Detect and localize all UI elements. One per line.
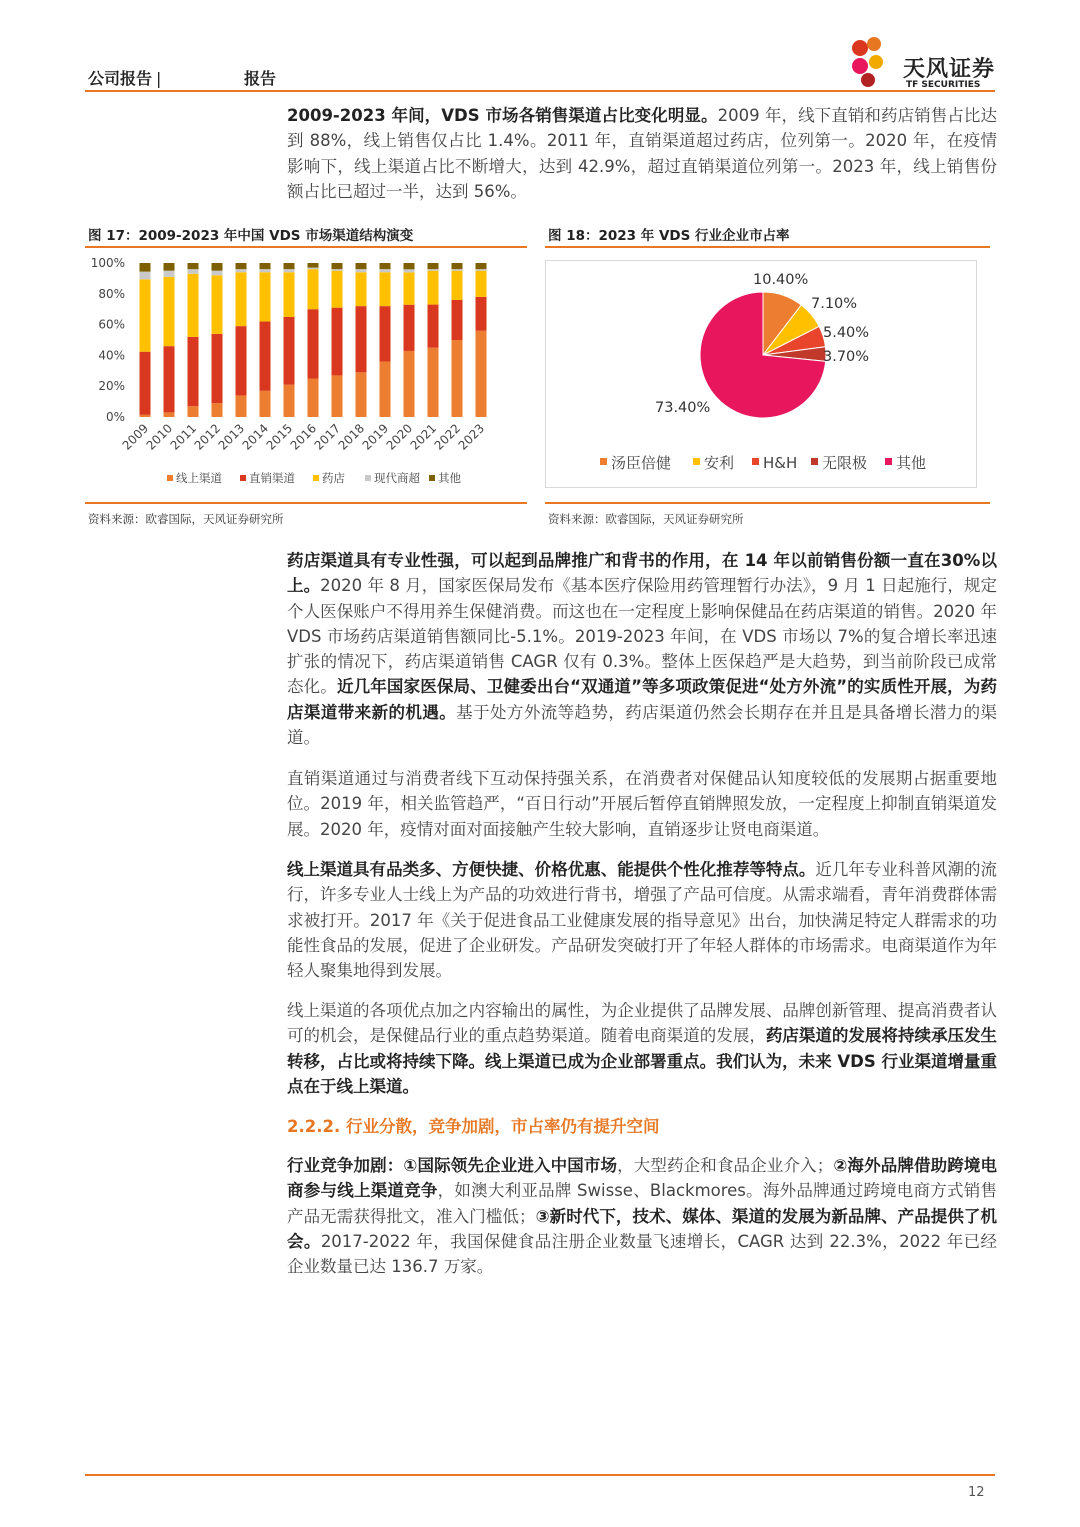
bar-segment	[308, 269, 319, 309]
bar-segment	[284, 385, 295, 417]
figure17-title-rule	[85, 246, 527, 248]
p5-text3: 2017-2022 年，我国保健食品注册企业数量飞速增长，CAGR 达到 22.3%，2022 年已经企业数量已达 136.7 万家。	[287, 1231, 998, 1277]
y-tick-label: 60%	[98, 317, 125, 332]
bar-segment	[260, 272, 271, 321]
bar-segment	[212, 403, 223, 417]
bar-segment	[236, 263, 247, 269]
bar-segment	[236, 326, 247, 395]
bar-segment	[212, 271, 223, 276]
bar-segment	[452, 263, 463, 269]
bar-segment	[260, 269, 271, 272]
legend-label: 直销渠道	[249, 471, 295, 485]
x-tick-label: 2013	[215, 421, 248, 453]
paragraph-direct-sales: 直销渠道通过与消费者线下互动保持强关系，在消费者对保健品认知度较低的发展期占据重要地位。2019 年，相关监管趋严，“百日行动”开展后暂停直销牌照发放，一定程度上抑制直销渠道发展。2020 年，疫情对面对面接触产生较大影响，直销逐步让贤电商渠道。	[287, 769, 997, 839]
bar-segment	[452, 269, 463, 271]
bar-segment	[356, 272, 367, 306]
legend-label: H&H	[763, 454, 798, 472]
legend-label: 其他	[896, 454, 927, 472]
bar-segment	[356, 263, 367, 269]
bar-segment	[284, 269, 295, 272]
bar-segment	[428, 305, 439, 348]
bar-segment	[212, 334, 223, 403]
bar-segment	[404, 272, 415, 304]
bar-segment	[140, 263, 151, 272]
bar-segment	[188, 263, 199, 269]
bar-segment	[164, 346, 175, 412]
legend-label: 现代商超	[374, 471, 420, 485]
header-company-report	[88, 66, 167, 89]
p5-bold2: ②海外品牌借助跨境电商参与线上渠道竞争	[287, 1156, 997, 1201]
bar-segment	[164, 263, 175, 271]
legend-label: 安利	[704, 454, 735, 472]
bar-segment	[188, 337, 199, 406]
bar-segment	[236, 395, 247, 417]
bar-segment	[332, 269, 343, 271]
x-tick-label: 2010	[143, 421, 176, 453]
bar-segment	[428, 271, 439, 305]
figure18-pie-chart	[545, 260, 977, 488]
x-tick-label: 2016	[287, 421, 320, 453]
figure18-source: 资料来源：欧睿国际，天风证券研究所	[548, 512, 744, 526]
p4-bold: 药店渠道的发展将持续承压发生转移，占比或将持续下降。线上渠道已成为企业部署重点。我们认为，未来 VDS 行业渠道增量重点在于线上渠道。	[287, 1026, 998, 1096]
legend-swatch	[600, 458, 607, 465]
bar-segment	[380, 362, 391, 417]
p1-text2: 基于处方外流等趋势，药店渠道仍然会长期存在并且是具备增长潜力的渠道。	[287, 702, 998, 748]
x-tick-label: 2011	[167, 421, 200, 453]
legend-label: 汤臣倍健	[611, 454, 672, 472]
header-divider	[85, 90, 995, 92]
bar-segment	[188, 274, 199, 337]
paragraph-pharmacy-channel	[287, 548, 997, 750]
x-tick-label: 2015	[263, 421, 296, 453]
bar-segment	[188, 406, 199, 417]
bar-segment	[236, 269, 247, 272]
bar-segment	[428, 348, 439, 417]
x-tick-label: 2019	[359, 421, 392, 453]
logo-text-en: TF SECURITIES	[906, 80, 981, 90]
p1-text1: 2020 年 8 月，国家医保局发布《基本医疗保险用药管理暂行办法》，9 月 1 日起施行，规定个人医保账户不得用养生保健消费。而这也在一定程度上影响保健品在药店渠道的销售。2020 年 VDS 市场药店渠道销售额同比-5.1%。2019-2023 年间，在 VDS 市场以 7%的复合增长率迅速扩张的情况下，药店渠道销售 CAGR 仅有 0.3%。整体上医保趋严是大趋势，到当前阶段已成常态化。	[287, 576, 997, 697]
x-tick-label: 2023	[455, 421, 488, 453]
page-number: 12	[968, 1485, 985, 1500]
bar-segment	[380, 269, 391, 272]
bar-segment	[260, 263, 271, 269]
logo-text-cn: 天风证券	[903, 57, 996, 82]
bar-segment	[404, 263, 415, 269]
p4-text: 线上渠道的各项优点加之内容输出的属性，为企业提供了品牌发展、品牌创新管理、提高消费者认可的机会，是保健品行业的重点趋势渠道。随着电商渠道的发展，	[287, 1001, 997, 1046]
p3-bold: 线上渠道具有品类多、方便快捷、价格优惠、能提供个性化推荐等特点。	[287, 860, 816, 879]
legend-swatch	[365, 475, 371, 481]
bar-segment	[284, 317, 295, 385]
y-tick-label: 20%	[98, 379, 125, 394]
bar-segment	[476, 331, 487, 417]
legend-swatch	[429, 475, 435, 481]
figure17-bottom-rule	[85, 502, 527, 504]
y-tick-label: 40%	[98, 348, 125, 363]
p5-text1: ，大型药企和食品企业介入；	[617, 1156, 834, 1175]
bar-segment	[476, 271, 487, 297]
bar-segment	[428, 269, 439, 271]
bar-segment	[284, 263, 295, 269]
intro-paragraph	[287, 103, 997, 204]
intro-bold: 2009-2023 年间，VDS 市场各销售渠道占比变化明显。	[287, 106, 718, 125]
bar-segment	[332, 375, 343, 417]
bar-segment	[260, 322, 271, 391]
bar-segment	[380, 263, 391, 269]
bar-segment	[140, 272, 151, 280]
figure17-source: 资料来源：欧睿国际，天风证券研究所	[88, 512, 284, 526]
bar-segment	[236, 272, 247, 326]
bar-segment	[380, 306, 391, 361]
p1-bold1: 药店渠道具有专业性强，可以起到品牌推广和背书的作用，在 14 年以前销售份额一直在30%以上。	[287, 551, 997, 596]
legend-label: 其他	[438, 471, 461, 485]
bar-segment	[404, 351, 415, 417]
bar-segment	[332, 271, 343, 308]
p3-text: 近几年专业科普风潮的流行，许多专业人士线上为产品的功效进行背书，增强了产品可信度。从需求端看，青年消费群体需求被打开。2017 年《关于促进食品工业健康发展的指导意见》出台，加快满足特定人群需求的功能性食品的发展，促进了企业研发。产品研发突破打开了年轻人群体的市场需求。电商渠道作为年轻人聚集地得到发展。	[287, 860, 998, 981]
header-separator: |	[156, 69, 162, 88]
bar-segment	[260, 391, 271, 417]
intro-text: 2009 年，线下直销和药店销售占比达到 88%，线上销售仅占比 1.4%。2011 年，直销渠道超过药店，位列第一。2020 年，在疫情影响下，线上渠道占比不断增大，达到 42.9%，超过直销渠道位列第一。2023 年，线上销售份额占比已超过一半，达到 56%。	[287, 106, 997, 201]
legend-label: 无限极	[822, 454, 868, 472]
paragraph-online-advantages	[287, 998, 997, 1099]
section-heading-2-2-2: 2.2.2. 行业分散，竞争加剧，市占率仍有提升空间	[287, 1117, 660, 1136]
bar-segment	[428, 263, 439, 269]
legend-swatch	[885, 458, 892, 465]
bar-segment	[332, 263, 343, 269]
bar-segment	[308, 309, 319, 378]
y-tick-label: 0%	[105, 410, 125, 424]
bar-segment	[476, 269, 487, 271]
pie-data-label: 7.10%	[811, 296, 858, 312]
bar-segment	[164, 412, 175, 417]
bar-segment	[452, 340, 463, 417]
bar-segment	[452, 300, 463, 340]
x-tick-label: 2020	[383, 421, 416, 453]
bar-segment	[308, 268, 319, 270]
bar-segment	[332, 308, 343, 376]
p1-bold2: 近几年国家医保局、卫健委出台“双通道”等多项政策促进“处方外流”的实质性开展，为药店渠道带来新的机遇。	[287, 677, 997, 722]
y-tick-label: 80%	[98, 286, 125, 301]
bar-segment	[356, 269, 367, 272]
paragraph-online-channel	[287, 857, 997, 983]
legend-swatch	[313, 475, 319, 481]
figure18-title: 图 18：2023 年 VDS 行业企业市占率	[548, 228, 790, 244]
bar-segment	[476, 263, 487, 269]
bar-segment	[476, 297, 487, 331]
pie-data-label: 73.40%	[655, 400, 711, 416]
x-tick-label: 2017	[311, 421, 344, 453]
bar-segment	[140, 279, 151, 351]
bar-segment	[356, 306, 367, 372]
legend-swatch	[240, 475, 246, 481]
x-tick-label: 2022	[431, 421, 464, 453]
bar-segment	[212, 263, 223, 271]
legend-swatch	[752, 458, 759, 465]
bar-segment	[164, 277, 175, 346]
figure18-title-rule	[545, 246, 990, 248]
legend-label: 药店	[322, 471, 345, 485]
pie-data-label: 3.70%	[823, 349, 870, 365]
footer-divider	[85, 1474, 995, 1476]
figure17-title: 图 17：2009-2023 年中国 VDS 市场渠道结构演变	[88, 228, 414, 244]
legend-swatch	[811, 458, 818, 465]
legend-label: 线上渠道	[176, 471, 222, 485]
paragraph-competition	[287, 1153, 997, 1279]
bar-segment	[308, 263, 319, 268]
p5-text2: ，如澳大利亚品牌 Swisse、Blackmores。海外品牌通过跨境电商方式销售产品无需获得批文，准入门槛低；	[287, 1181, 997, 1226]
x-tick-label: 2018	[335, 421, 368, 453]
bar-segment	[308, 379, 319, 418]
p5-bold1: 行业竞争加剧：①国际领先企业进入中国市场	[287, 1156, 618, 1175]
x-tick-label: 2012	[191, 421, 224, 453]
x-tick-label: 2009	[119, 421, 152, 453]
pie-data-label: 5.40%	[823, 325, 870, 341]
bar-segment	[380, 272, 391, 306]
bar-segment	[140, 415, 151, 417]
bar-segment	[212, 275, 223, 334]
x-tick-label: 2021	[407, 421, 440, 453]
x-tick-label: 2014	[239, 421, 272, 453]
bar-segment	[188, 269, 199, 274]
p5-bold3: ③新时代下，技术、媒体、渠道的发展为新品牌、产品提供了机会。	[287, 1206, 997, 1251]
bar-segment	[284, 272, 295, 317]
figure17-stacked-bar-chart	[85, 250, 530, 495]
pie-data-label: 10.40%	[753, 272, 809, 288]
y-tick-label: 100%	[90, 256, 125, 270]
bar-segment	[404, 269, 415, 272]
bar-segment	[164, 271, 175, 277]
bar-segment	[356, 372, 367, 417]
figure18-bottom-rule	[545, 502, 990, 504]
bar-segment	[140, 352, 151, 415]
legend-swatch	[693, 458, 700, 465]
bar-segment	[404, 305, 415, 351]
header-company-report-label: 公司报告	[88, 69, 153, 88]
legend-swatch	[167, 475, 173, 481]
header-report-label: 报告	[244, 69, 277, 88]
bar-segment	[452, 271, 463, 300]
